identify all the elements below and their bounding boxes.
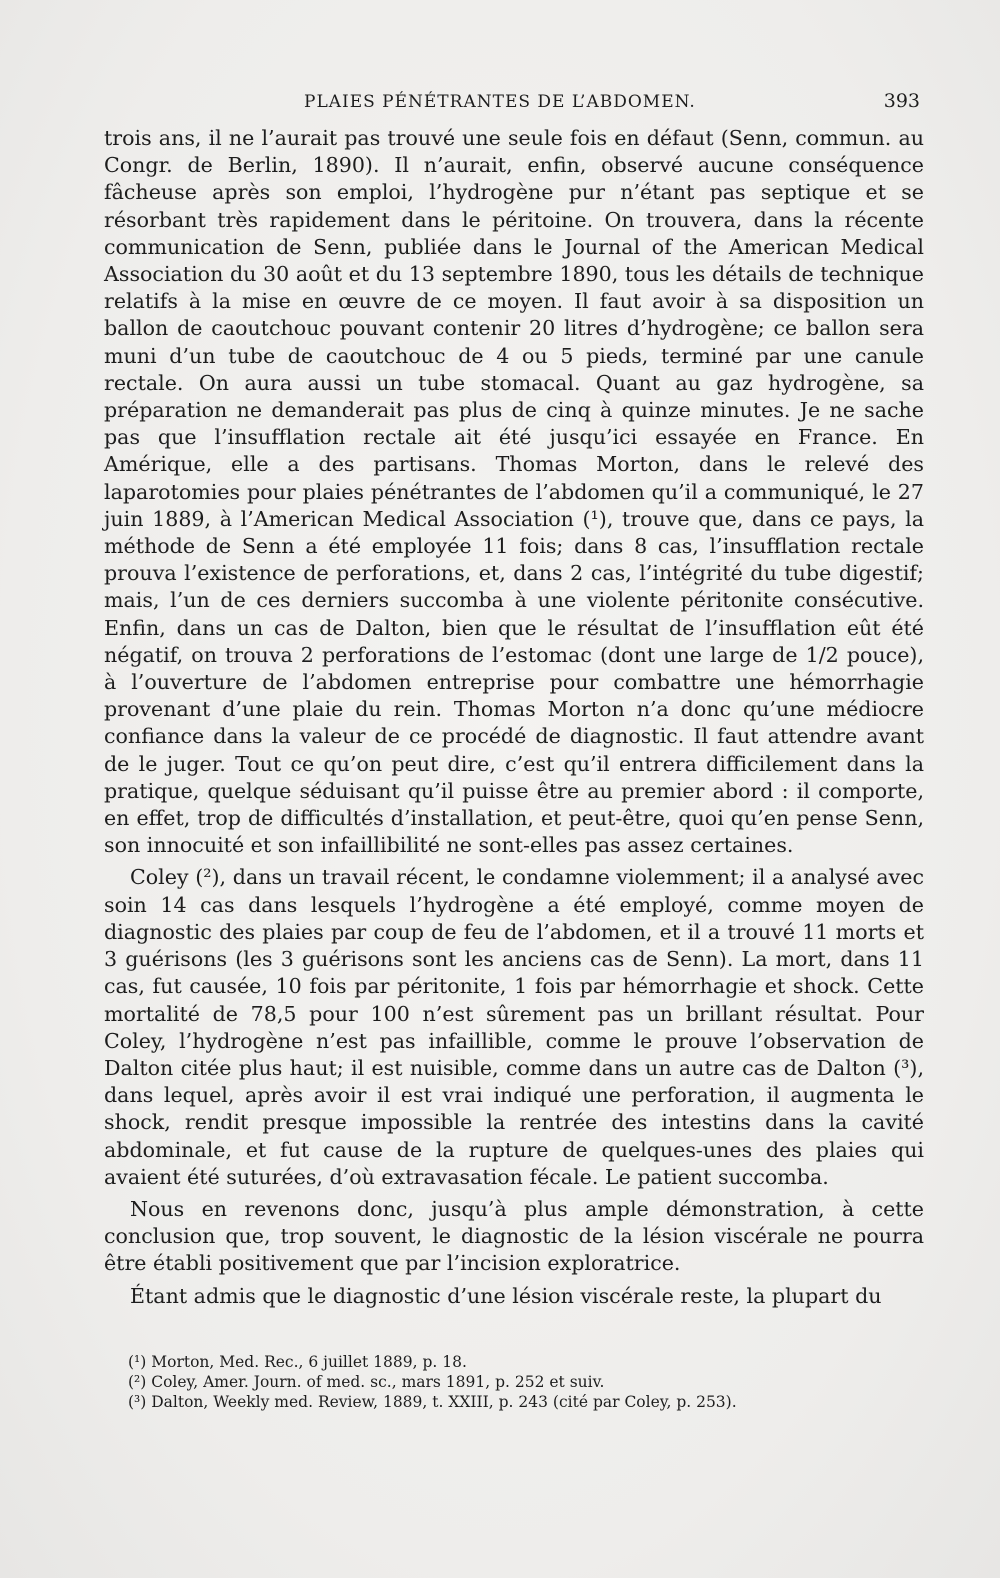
body-text xyxy=(104,125,924,1310)
paragraph-3: Nous en revenons donc, jusqu’à plus ample démonstration, à cette conclusion que, trop souvent, le diagnostic de la lésion viscérale ne pourra être établi positivement que par l’incision exploratrice. xyxy=(104,1196,924,1276)
footnotes xyxy=(128,1352,848,1412)
paragraph-1: trois ans, il ne l’aurait pas trouvé une seule fois en défaut (Senn, commun. au Congr. de Berlin, 1890). Il n’aurait, enfin, observé aucune conséquence fâcheuse après son emploi, l’hydrogène pur n’étant pas septique et se résorbant très rapidement dans le péritoine. On trouvera, dans la récente communication de Senn, publiée dans le Journal of the American Medical Association du 30 août et du 13 septembre 1890, tous les détails de technique relatifs à la mise en œuvre de ce moyen. Il faut avoir à sa disposition un ballon de caoutchouc pouvant contenir 20 litres d’hydrogène; ce ballon sera muni d’un tube de caoutchouc de 4 ou 5 pieds, terminé par une canule rectale. On aura aussi un tube stomacal. Quant au gaz hydrogène, sa préparation ne demanderait pas plus de cinq à quinze minutes. Je ne sache pas que l’insufflation rectale ait été jusqu’ici essayée en France. En Amérique, elle a des partisans. Thomas Morton, dans le relevé des laparotomies pour plaies pénétrantes de l’abdomen qu’il a communiqué, le 27 juin 1889, à l’American Medical Association (¹), trouve que, dans ce pays, la méthode de Senn a été employée 11 fois; dans 8 cas, l’insufflation rectale prouva l’existence de perforations, et, dans 2 cas, l’intégrité du tube digestif; mais, l’un de ces derniers succomba à une violente péritonite consécutive. Enfin, dans un cas de Dalton, bien que le résultat de l’insufflation eût été négatif, on trouva 2 perforations de l’estomac (dont une large de 1/2 pouce), à l’ouverture de l’abdomen entreprise pour combattre une hémorrhagie provenant d’une plaie du rein. Thomas Morton n’a donc qu’une médiocre confiance dans la valeur de ce procédé de diagnostic. Il faut attendre avant de le juger. Tout ce qu’on peut dire, c’est qu’il entrera difficilement dans la pratique, quelque séduisant qu’il puisse être au premier abord : il comporte, en effet, trop de difficultés d’installation, et peut-être, quoi qu’en pense Senn, son innocuité et son infaillibilité ne sont-elles pas assez certaines. xyxy=(104,126,924,858)
footnote-3: (³) Dalton, Weekly med. Review, 1889, t. XXIII, p. 243 (cité par Coley, p. 253). xyxy=(128,1393,737,1411)
running-head xyxy=(104,88,924,118)
paragraph-2: Coley (²), dans un travail récent, le condamne violemment; il a analysé avec soin 14 cas dans lesquels l’hydrogène a été employé, comme moyen de diagnostic des plaies par coup de feu de l’abdomen, et il a trouvé 11 morts et 3 guérisons (les 3 guérisons sont les anciens cas de Senn). La mort, dans 11 cas, fut causée, 10 fois par péritonite, 1 fois par hémorrhagie et shock. Cette mortalité de 78,5 pour 100 n’est sûrement pas un brillant résultat. Pour Coley, l’hydrogène n’est pas infaillible, comme le prouve l’observation de Dalton citée plus haut; il est nuisible, comme dans un autre cas de Dalton (³), dans lequel, après avoir il est vrai indiqué une perforation, il augmenta le shock, rendit presque impossible la rentrée des intestins dans la cavité abdominale, et fut cause de la rupture de quelques-unes des plaies qui avaient été suturées, d’où extravasation fécale. Le patient succomba. xyxy=(104,865,924,1189)
page-number: 393 xyxy=(883,90,920,112)
footnote-2: (²) Coley, Amer. Journ. of med. sc., mars 1891, p. 252 et suiv. xyxy=(128,1373,605,1391)
footnote-1: (¹) Morton, Med. Rec., 6 juillet 1889, p. 18. xyxy=(128,1353,467,1371)
paragraph-4: Étant admis que le diagnostic d’une lésion viscérale reste, la plupart du xyxy=(130,1283,882,1308)
running-title: PLAIES PÉNÉTRANTES DE L’ABDOMEN. xyxy=(304,92,696,112)
